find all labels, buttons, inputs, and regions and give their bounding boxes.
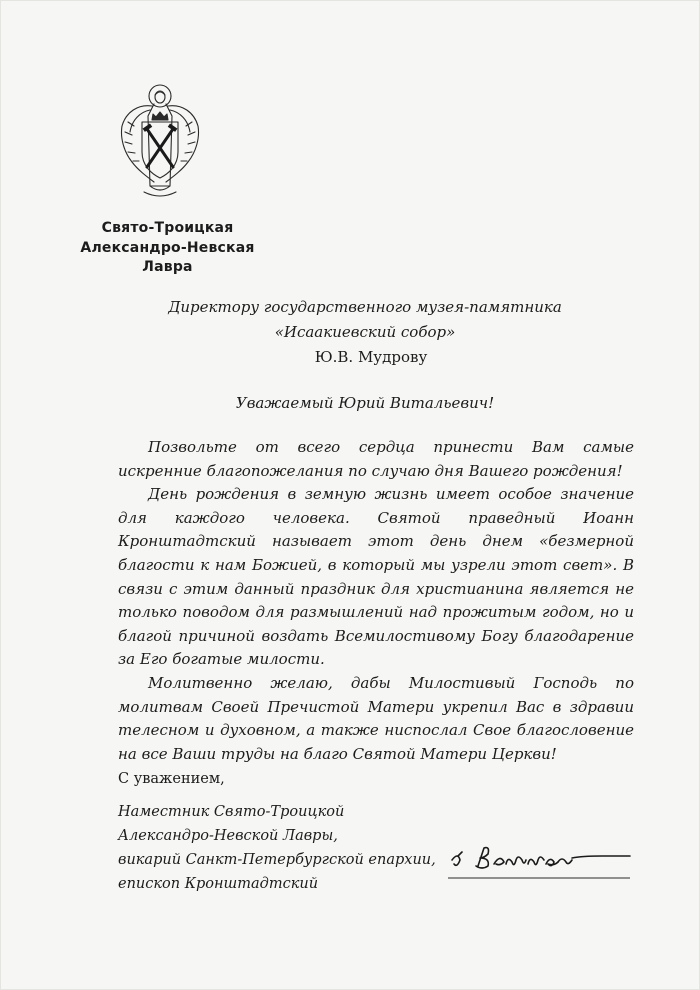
org-name-line-1: Свято-Троицкая <box>101 220 234 236</box>
body-paragraph: Позвольте от всего сердца принести Вам самые искренние благопожелания по случаю дня Вашего рождения! <box>118 438 634 480</box>
org-name-line-2: Александро-Невская <box>80 239 255 256</box>
addressee-institution: «Исаакиевский собор» <box>274 323 456 341</box>
addressee-block <box>150 295 580 370</box>
body-paragraph: День рождения в земную жизнь имеет особое значение для каждого человека. Святой праведный Иоанн Кронштадтский называет этот день днем «безмерной благости к нам Божией, в который мы узрели этот свет». В связи с этим данный праздник для христианина является не только поводом для размышлений над прожитым годом, но и благой причиной воздать Всемилостивому Богу благодарение за Его богатые милости. <box>118 485 634 669</box>
addressee-name: Ю.В. Мудрову <box>314 348 428 366</box>
letter-body <box>118 436 634 766</box>
addressee-title: Директору государственного музея-памятника <box>168 298 562 316</box>
signatory-title-line: Наместник Свято-Троицкой <box>118 804 345 820</box>
signatory-title-line: Александро-Невской Лавры, <box>118 828 338 844</box>
angel-crossed-keys-emblem-icon <box>112 82 208 202</box>
closing-block <box>118 767 448 896</box>
closing-regards: С уважением, <box>118 771 225 787</box>
signatory-title-line: викарий Санкт-Петербургской епархии, <box>118 852 436 868</box>
signatory-title-line: епископ Кронштадтский <box>118 876 319 892</box>
handwritten-signature-icon <box>444 836 634 884</box>
org-name-line-3: Лавра <box>142 259 193 275</box>
salutation: Уважаемый Юрий Витальевич! <box>235 394 495 412</box>
organization-name <box>80 219 255 278</box>
body-paragraph: Молитвенно желаю, дабы Милостивый Господь по молитвам Своей Пречистой Матери укрепил Вас в здравии телесном и духовном, а также ниспослал Свое благословение на все Ваши труды на благо Святой Матери Церкви! <box>118 673 634 763</box>
